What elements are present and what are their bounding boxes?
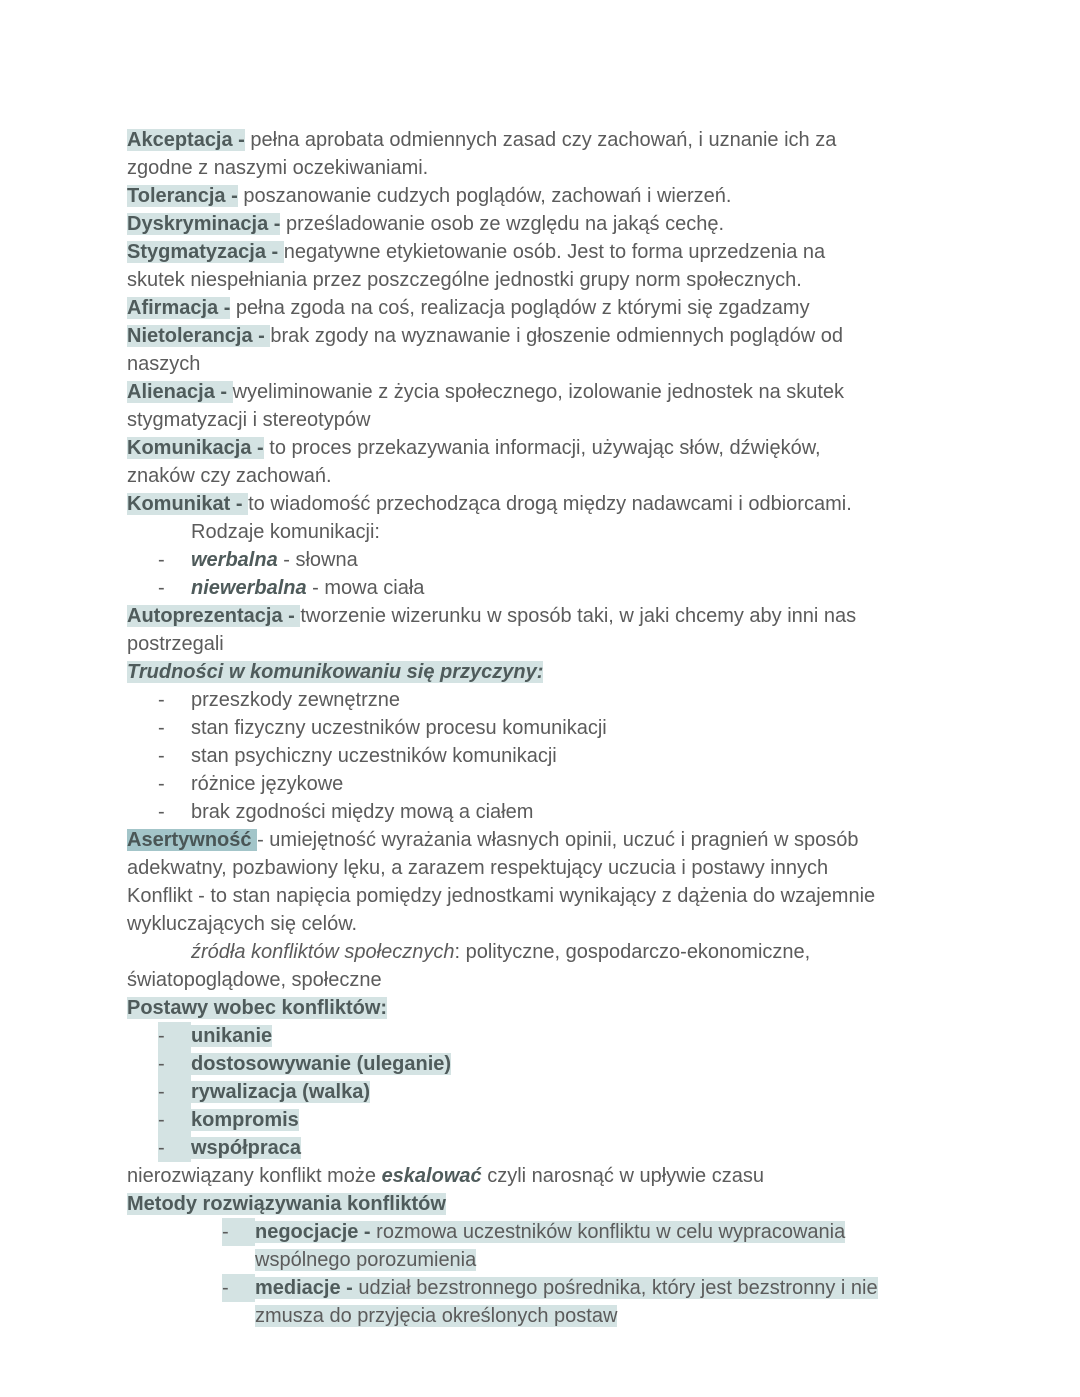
text-segment: nierozwiązany konflikt może <box>127 1165 382 1187</box>
bullet-dash: - <box>158 773 165 795</box>
list-item <box>127 798 878 826</box>
text-line <box>127 630 878 658</box>
text-segment: pełna zgoda na coś, realizacja poglądów z którymi się zgadzamy <box>230 297 810 319</box>
text-segment: wyeliminowanie z życia społecznego, izolowanie jednostek na skutek <box>232 381 845 403</box>
bullet-dash: - <box>158 549 165 571</box>
list-item <box>127 686 878 714</box>
text-line <box>127 994 878 1022</box>
text-segment: : polityczne, gospodarczo-ekonomiczne, <box>454 941 811 963</box>
text-line <box>127 938 878 966</box>
bullet-dash: - <box>158 577 165 599</box>
list-item <box>127 1106 878 1134</box>
text-segment: mediacje - <box>255 1277 353 1299</box>
text-line <box>127 462 878 490</box>
text-line <box>127 378 878 406</box>
text-segment: to proces przekazywania informacji, używając słów, dźwięków, <box>263 437 821 459</box>
text-line <box>127 910 878 938</box>
text-line <box>127 490 878 518</box>
text-segment: źródła konfliktów społecznych <box>191 941 455 963</box>
text-line <box>127 154 878 182</box>
text-segment: brak zgody na wyznawanie i głoszenie odmiennych poglądów od <box>270 325 843 347</box>
text-segment: naszych <box>127 353 201 375</box>
list-item <box>127 574 878 602</box>
bullet-dash: - <box>158 1106 191 1134</box>
text-segment: niewerbalna <box>191 577 307 599</box>
text-segment: to wiadomość przechodząca drogą między nadawcami i odbiorcami. <box>248 493 852 515</box>
term-heading: Asertywność <box>127 829 258 851</box>
bullet-dash: - <box>158 745 165 767</box>
text-line <box>127 882 878 910</box>
text-line <box>127 518 878 546</box>
term-heading: Komunikat - <box>127 493 249 515</box>
text-segment: - mowa ciała <box>306 577 425 599</box>
term-heading: Autoprezentacja - <box>127 605 301 627</box>
list-item <box>127 770 878 798</box>
text-line <box>127 182 878 210</box>
text-line <box>127 1190 878 1218</box>
text-segment: rozmowa uczestników konfliktu w celu wypracowania <box>370 1221 846 1243</box>
bullet-dash: - <box>158 1134 191 1162</box>
text-line <box>127 966 878 994</box>
text-line <box>127 266 878 294</box>
text-line <box>127 1246 878 1274</box>
text-segment: zmusza do przyjęcia określonych postaw <box>255 1305 618 1327</box>
text-segment: udział bezstronnego pośrednika, który jest bezstronny i nie <box>352 1277 878 1299</box>
text-line <box>127 826 878 854</box>
text-segment: adekwatny, pozbawiony lęku, a zarazem respektujący uczucia i postawy innych <box>127 857 829 879</box>
text-segment: Rodzaje komunikacji: <box>191 521 380 543</box>
text-segment: negatywne etykietowanie osób. Jest to forma uprzedzenia na <box>283 241 826 263</box>
bullet-dash: - <box>158 717 165 739</box>
text-line <box>127 322 878 350</box>
bullet-dash: - <box>222 1274 255 1302</box>
text-segment: czyli narosnąć w upływie czasu <box>481 1165 764 1187</box>
text-segment: przeszkody zewnętrzne <box>191 689 400 711</box>
text-segment: zgodne z naszymi oczekiwaniami. <box>127 157 429 179</box>
text-segment: wykluczających się celów. <box>127 913 358 935</box>
text-segment: poszanowanie cudzych poglądów, zachowań i wierzeń. <box>237 185 732 207</box>
text-segment: stan psychiczny uczestników komunikacji <box>191 745 557 767</box>
term-heading: Metody rozwiązywania konfliktów <box>127 1193 446 1215</box>
list-item <box>127 546 878 574</box>
text-segment: Konflikt - to stan napięcia pomiędzy jednostkami wynikający z dążenia do wzajemnie <box>127 885 876 907</box>
list-item <box>127 1050 878 1078</box>
document-body <box>127 126 878 1330</box>
bullet-dash: - <box>222 1218 255 1246</box>
term-heading: Afirmacja - <box>127 297 231 319</box>
text-line <box>127 602 878 630</box>
list-item <box>127 1274 878 1302</box>
bullet-dash: - <box>158 801 165 823</box>
text-line <box>127 238 878 266</box>
text-line <box>127 126 878 154</box>
text-segment: negocjacje - <box>255 1221 371 1243</box>
term-heading: Postawy wobec konfliktów: <box>127 997 388 1019</box>
text-line <box>127 1302 878 1330</box>
text-line <box>127 854 878 882</box>
term-heading: Trudności w komunikowaniu się przyczyny: <box>127 661 544 683</box>
list-item <box>127 714 878 742</box>
text-segment: stygmatyzacji i stereotypów <box>127 409 371 431</box>
text-segment: rywalizacja (walka) <box>191 1081 370 1103</box>
text-line <box>127 210 878 238</box>
bullet-dash: - <box>158 1022 191 1050</box>
term-heading: Stygmatyzacja - <box>127 241 284 263</box>
bullet-dash: - <box>158 1050 191 1078</box>
text-segment: eskalować <box>381 1165 482 1187</box>
list-item <box>127 1078 878 1106</box>
text-segment: znaków czy zachowań. <box>127 465 332 487</box>
text-segment: werbalna <box>191 549 278 571</box>
text-segment: dostosowywanie (uleganie) <box>191 1053 452 1075</box>
text-segment: różnice językowe <box>191 773 344 795</box>
text-segment: kompromis <box>191 1109 299 1131</box>
text-segment: tworzenie wizerunku w sposób taki, w jaki chcemy aby inni nas <box>300 605 857 627</box>
text-segment: unikanie <box>191 1025 273 1047</box>
bullet-dash: - <box>158 1078 191 1106</box>
text-segment: postrzegali <box>127 633 224 655</box>
term-heading: Akceptacja - <box>127 129 245 151</box>
text-segment: wspólnego porozumienia <box>255 1249 477 1271</box>
text-segment: skutek niespełniania przez poszczególne jednostki grupy norm społecznych. <box>127 269 802 291</box>
text-line <box>127 294 878 322</box>
text-line <box>127 350 878 378</box>
text-segment: światopoglądowe, społeczne <box>127 969 382 991</box>
term-heading: Nietolerancja - <box>127 325 271 347</box>
term-heading: Dyskryminacja - <box>127 213 281 235</box>
bullet-dash: - <box>158 689 165 711</box>
text-segment: pełna aprobata odmiennych zasad czy zachowań, i uznanie ich za <box>244 129 837 151</box>
text-segment: - umiejętność wyrażania własnych opinii, uczuć i pragnień w sposób <box>257 829 859 851</box>
list-item <box>127 742 878 770</box>
text-segment: stan fizyczny uczestników procesu komunikacji <box>191 717 607 739</box>
text-segment: - słowna <box>277 549 358 571</box>
list-item <box>127 1022 878 1050</box>
text-line <box>127 434 878 462</box>
term-heading: Tolerancja - <box>127 185 238 207</box>
list-item <box>127 1218 878 1246</box>
text-segment: współpraca <box>191 1137 302 1159</box>
text-line <box>127 658 878 686</box>
list-item <box>127 1134 878 1162</box>
term-heading: Komunikacja - <box>127 437 264 459</box>
text-line <box>127 406 878 434</box>
text-segment: prześladowanie osob ze względu na jakąś cechę. <box>280 213 725 235</box>
text-segment: brak zgodności między mową a ciałem <box>191 801 534 823</box>
text-line <box>127 1162 878 1190</box>
term-heading: Alienacja - <box>127 381 233 403</box>
